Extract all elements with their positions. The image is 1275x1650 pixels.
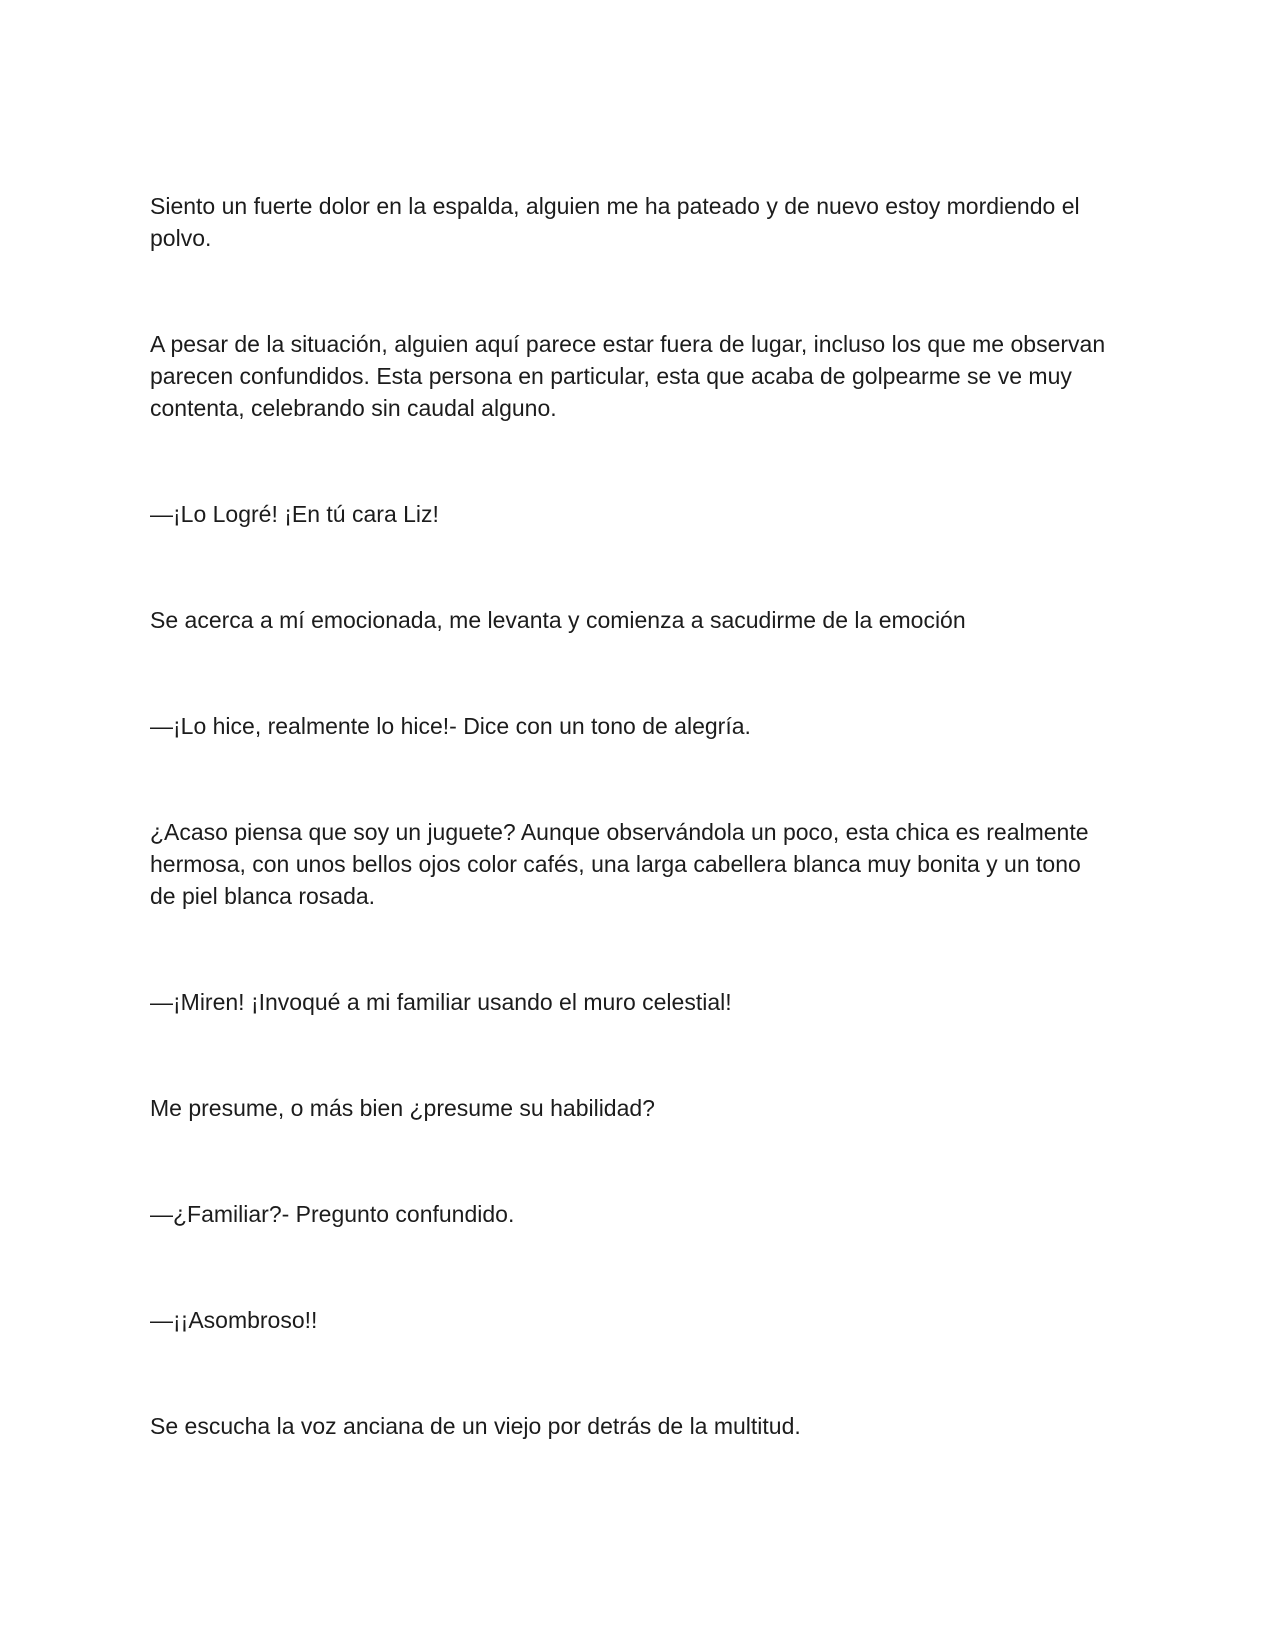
paragraph: A pesar de la situación, alguien aquí parece estar fuera de lugar, incluso los que me observan parecen confundidos. Esta persona en particular, esta que acaba de golpearme se ve muy contenta, celebrando sin caudal alguno. (150, 331, 1106, 421)
dialogue-line: —¡Lo hice, realmente lo hice!- Dice con un tono de alegría. (150, 713, 751, 739)
dialogue-line: —¿Familiar?- Pregunto confundido. (150, 1201, 515, 1227)
paragraph: ¿Acaso piensa que soy un juguete? Aunque observándola un poco, esta chica es realmente hermosa, con unos bellos ojos color cafés, una larga cabellera blanca muy bonita y un tono de piel blanca rosada. (150, 819, 1089, 909)
document-body (150, 190, 1110, 1442)
paragraph: Siento un fuerte dolor en la espalda, alguien me ha pateado y de nuevo estoy mordiendo el polvo. (150, 193, 1080, 251)
paragraph: Se escucha la voz anciana de un viejo por detrás de la multitud. (150, 1413, 801, 1439)
dialogue-line: —¡¡Asombroso!! (150, 1307, 318, 1333)
dialogue-line: —¡Lo Logré! ¡En tú cara Liz! (150, 501, 439, 527)
dialogue-line: —¡Miren! ¡Invoqué a mi familiar usando el muro celestial! (150, 989, 732, 1015)
paragraph: Se acerca a mí emocionada, me levanta y comienza a sacudirme de la emoción (150, 607, 966, 633)
paragraph: Me presume, o más bien ¿presume su habilidad? (150, 1095, 655, 1121)
